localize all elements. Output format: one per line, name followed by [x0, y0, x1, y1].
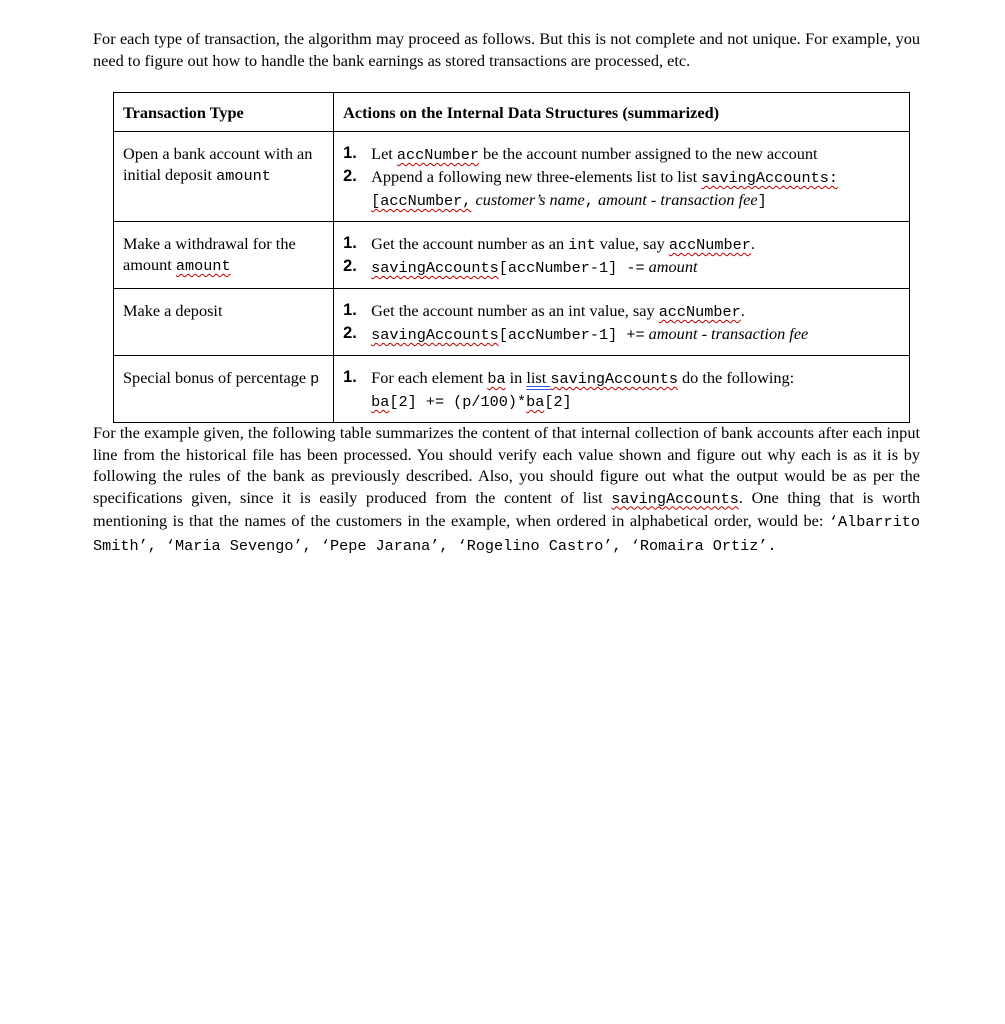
table-row — [114, 132, 910, 222]
transaction-type-cell: Make a withdrawal for the amount amount — [114, 222, 334, 289]
table-header-row — [114, 93, 910, 132]
action-step: 1. Get the account number as an int value, say accNumber. — [343, 301, 745, 321]
customer-name: ‘Maria Sevengo’ — [165, 536, 303, 555]
actions-cell — [334, 289, 910, 356]
table-row — [114, 289, 910, 356]
action-step: 1. For each element ba in list savingAccounts do the following: ba[2] += (p/100)*ba[2] — [343, 368, 795, 411]
transaction-type-cell: Special bonus of percentage p — [114, 356, 334, 423]
transaction-type-cell: Open a bank account with an initial deposit amount — [114, 132, 334, 222]
action-step: 2. Append a following new three-elements list to list savingAccounts: [accNumber, customer’s name, amount - transaction fee] — [343, 167, 838, 210]
header-transaction-type: Transaction Type — [114, 93, 334, 132]
action-step: 1. Let accNumber be the account number assigned to the new account — [343, 144, 818, 164]
customer-name: ‘Rogelino Castro’ — [457, 536, 613, 555]
table-row — [114, 222, 910, 289]
code-savingaccounts: savingAccounts — [611, 489, 739, 508]
action-step: 2. savingAccounts[accNumber-1] += amount - transaction fee — [343, 324, 809, 344]
action-step: 1. Get the account number as an int value, say accNumber. — [343, 234, 755, 254]
intro-paragraph: For each type of transaction, the algorithm may proceed as follows. But this is not complete and not unique. For example, you need to figure out how to handle the bank earnings as stored transactions are processed, etc. — [93, 29, 920, 70]
customer-name: ‘Pepe Jarana’ — [320, 536, 440, 555]
header-actions: Actions on the Internal Data Structures (summarized) — [334, 93, 910, 132]
table-row — [114, 356, 910, 423]
actions-cell — [334, 132, 910, 222]
summary-paragraph: For the example given, the following table summarizes the content of that internal collection of bank accounts after each input line from the historical file has been processed. You should verify each value shown and figure out why each is as it is by following the rules of the bank as previously described. Also, you should figure out what the output would be as per the specifications given, since it is easily produced from the content of list savingAccounts. One thing that is worth mentioning is that the names of the customers in the example, when ordered in alphabetical order, would be: ‘Albarrito Smith’, ‘Maria Sevengo’, ‘Pepe Jarana’, ‘Rogelino Castro’, ‘Romaira Ortiz’. — [93, 423, 920, 555]
actions-cell — [334, 222, 910, 289]
transaction-type-cell: Make a deposit — [114, 289, 334, 356]
customer-name: ‘Romaira Ortiz’ — [630, 536, 768, 555]
document-page — [93, 28, 920, 555]
actions-cell — [334, 356, 910, 423]
customer-name: ‘Albarrito Smith’ — [93, 513, 920, 555]
transaction-table — [113, 92, 910, 423]
action-step: 2. savingAccounts[accNumber-1] -= amount — [343, 257, 698, 277]
